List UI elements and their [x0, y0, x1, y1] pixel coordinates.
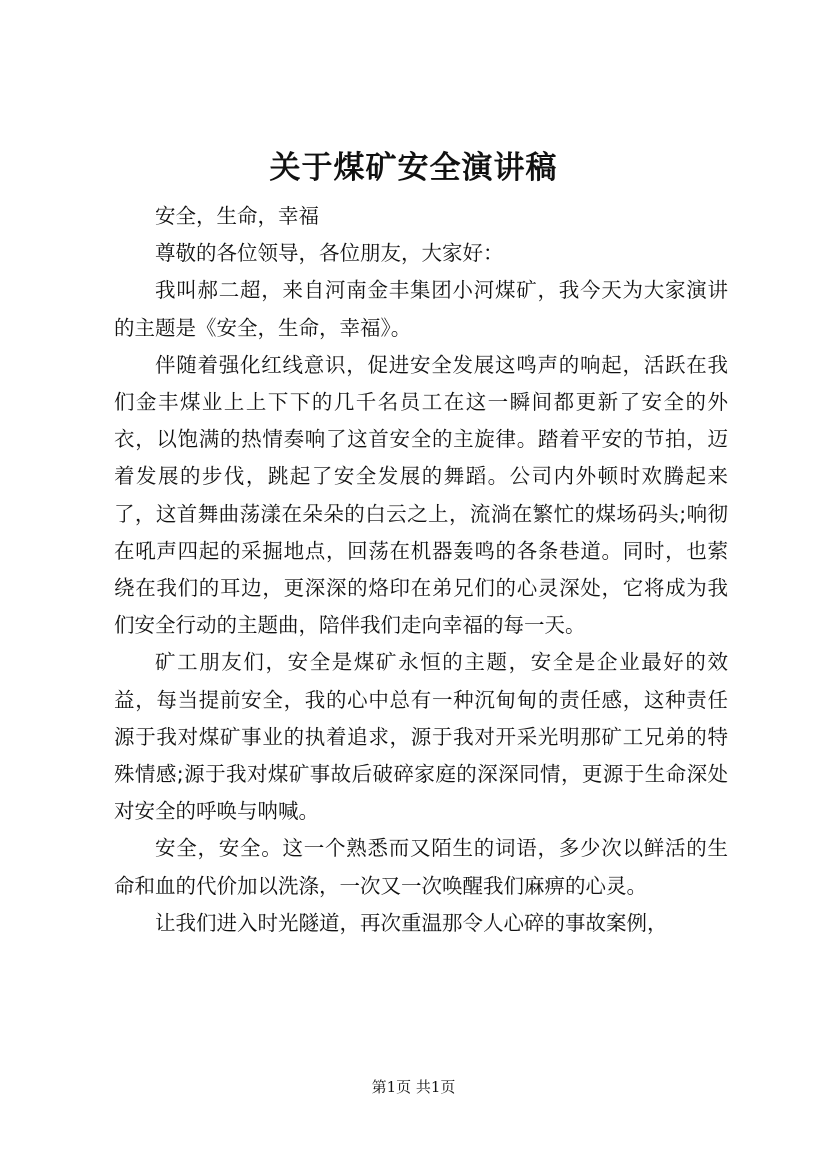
paragraph-introduction: 我叫郝二超，来自河南金丰集团小河煤矿，我今天为大家演讲的主题是《安全，生命，幸福》。: [114, 278, 728, 340]
paragraph-body: 让我们进入时光隧道，再次重温那令人心碎的事故案例，: [155, 910, 668, 935]
paragraph-salutation: 尊敬的各位领导，各位朋友，大家好：: [155, 241, 504, 266]
page-number-footer: 第1页 共1页: [371, 1078, 456, 1096]
paragraph-body: 伴随着强化红线意识，促进安全发展这鸣声的响起，活跃在我们金丰煤业上上下下的几千名员工在这一瞬间都更新了安全的外衣，以饱满的热情奏响了这首安全的主旋律。踏着平安的节拍，迈着发展的步伐，跳起了安全发展的舞蹈。公司内外顿时欢腾起来了，这首舞曲荡漾在朵朵的白云之上，流淌在繁忙的煤场码头;响彻在吼声四起的采掘地点，回荡在机器轰鸣的各条巷道。同时，也萦绕在我们的耳边，更深深的烙印在弟兄们的心灵深处，它将成为我们安全行动的主题曲，陪伴我们走向幸福的每一天。: [114, 352, 728, 638]
paragraph-greeting-heading: 安全，生命，幸福: [155, 204, 319, 228]
paragraph-body: 矿工朋友们，安全是煤矿永恒的主题，安全是企业最好的效益，每当提前安全，我的心中总有一种沉甸甸的责任感，这种责任源于我对煤矿事业的执着追求，源于我对开采光明那矿工兄弟的特殊情感;源于我对煤矿事故后破碎家庭的深深同情，更源于生命深处对安全的呼唤与呐喊。: [114, 650, 728, 824]
document-body: [114, 198, 728, 942]
document-title: 关于煤矿安全演讲稿: [269, 150, 558, 186]
paragraph-body: 安全，安全。这一个熟悉而又陌生的词语，多少次以鲜活的生命和血的代价加以洗涤，一次又一次唤醒我们麻痹的心灵。: [114, 836, 728, 898]
